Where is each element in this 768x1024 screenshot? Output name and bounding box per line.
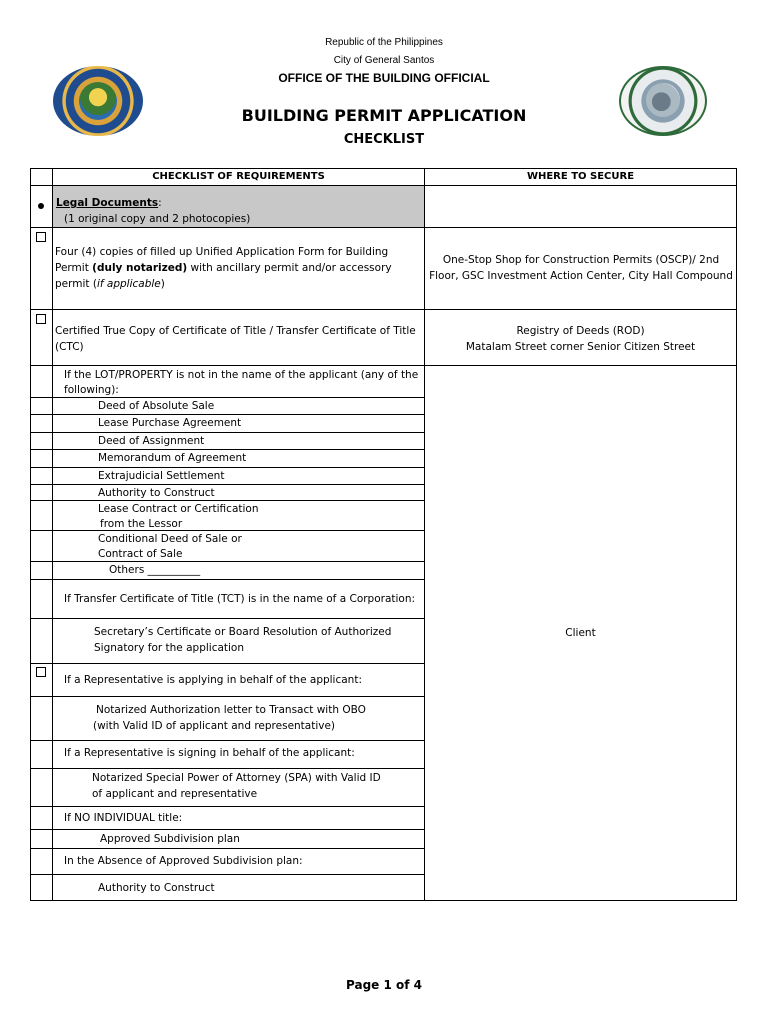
conditional-deed-line2: Contract of Sale <box>98 548 183 560</box>
uaf-text-3: ) <box>160 278 165 290</box>
legal-docs-note: (1 original copy and 2 photocopies) <box>64 213 251 225</box>
notarized-auth-line2: (with Valid ID of applicant and representative) <box>93 720 336 732</box>
notarized-auth-line1: Notarized Authorization letter to Transact with OBO <box>96 704 366 716</box>
city-seal-icon <box>53 66 143 136</box>
no-individual-title: If NO INDIVIDUAL title: <box>64 812 183 824</box>
uaf-text-2: with ancillary permit and/or accessory permit ( <box>55 262 392 290</box>
authority-construct-1: Authority to Construct <box>98 487 215 499</box>
col-header-requirements: CHECKLIST OF REQUIREMENTS <box>152 171 325 182</box>
checklist-table <box>30 168 737 901</box>
col-header-where: WHERE TO SECURE <box>526 171 635 182</box>
uaf-text-bold: (duly notarized) <box>92 262 188 274</box>
tct-corporation-condition: If Transfer Certificate of Title (TCT) is in the name of a Corporation: <box>64 593 416 605</box>
rep-signing-condition: If a Representative is signing in behalf of the applicant: <box>64 747 355 759</box>
deed-assignment: Deed of Assignment <box>98 435 205 447</box>
header-office: OFFICE OF THE BUILDING OFFICIAL <box>278 71 490 85</box>
checkbox-ctc[interactable] <box>36 314 46 324</box>
oscp-location: One-Stop Shop for Construction Permits (OSCP)/ 2nd Floor, GSC Investment Action Center, City Hall Compound <box>429 254 733 282</box>
spa-requirement: Notarized Special Power of Attorney (SPA) with Valid ID of applicant and representative <box>92 772 381 800</box>
page-title: BUILDING PERMIT APPLICATION <box>241 106 527 125</box>
conditional-deed-line1: Conditional Deed of Sale or <box>98 533 242 545</box>
approved-subdivision-plan: Approved Subdivision plan <box>100 833 240 845</box>
legal-docs-label: Legal Documents <box>56 197 159 209</box>
uaf-text-italic: if applicable <box>96 278 161 290</box>
bullet-icon <box>38 203 44 209</box>
extrajudicial-settlement: Extrajudicial Settlement <box>98 470 225 482</box>
uaf-requirement <box>55 244 423 292</box>
rod-line1: Registry of Deeds (ROD) <box>516 325 645 337</box>
not-in-name-condition: If the LOT/PROPERTY is not in the name of the applicant (any of the following): <box>64 369 419 396</box>
checkbox-uaf[interactable] <box>36 232 46 242</box>
others-blank: Others __________ <box>109 564 201 576</box>
deed-absolute-sale: Deed of Absolute Sale <box>98 400 215 412</box>
uaf-text-1: Four (4) copies of filled up Unified Application Form for Building Permit <box>55 246 389 274</box>
obo-seal-icon <box>619 66 707 136</box>
absence-subdivision-condition: In the Absence of Approved Subdivision plan: <box>64 855 303 867</box>
lease-contract-line1: Lease Contract or Certification <box>98 503 259 515</box>
page-number: Page 1 of 4 <box>346 978 422 992</box>
header-city: City of General Santos <box>333 55 435 66</box>
legal-docs-colon: : <box>158 197 162 209</box>
authority-construct-2: Authority to Construct <box>98 882 215 894</box>
lease-contract-line2: from the Lessor <box>100 518 183 530</box>
rod-line2: Matalam Street corner Senior Citizen Street <box>465 341 696 353</box>
lease-purchase-agreement: Lease Purchase Agreement <box>98 417 242 429</box>
secretary-certificate: Secretary’s Certificate or Board Resolution of Authorized Signatory for the application <box>94 626 392 654</box>
memorandum-agreement: Memorandum of Agreement <box>98 452 247 464</box>
legal-docs-heading <box>56 195 162 211</box>
header-republic: Republic of the Philippines <box>325 37 443 48</box>
client-location: Client <box>565 627 596 639</box>
rep-applying-condition: If a Representative is applying in behalf of the applicant: <box>64 674 362 686</box>
ctc-requirement: Certified True Copy of Certificate of Title / Transfer Certificate of Title (CTC) <box>55 325 416 353</box>
checkbox-representative[interactable] <box>36 667 46 677</box>
page-subtitle: CHECKLIST <box>343 132 425 147</box>
